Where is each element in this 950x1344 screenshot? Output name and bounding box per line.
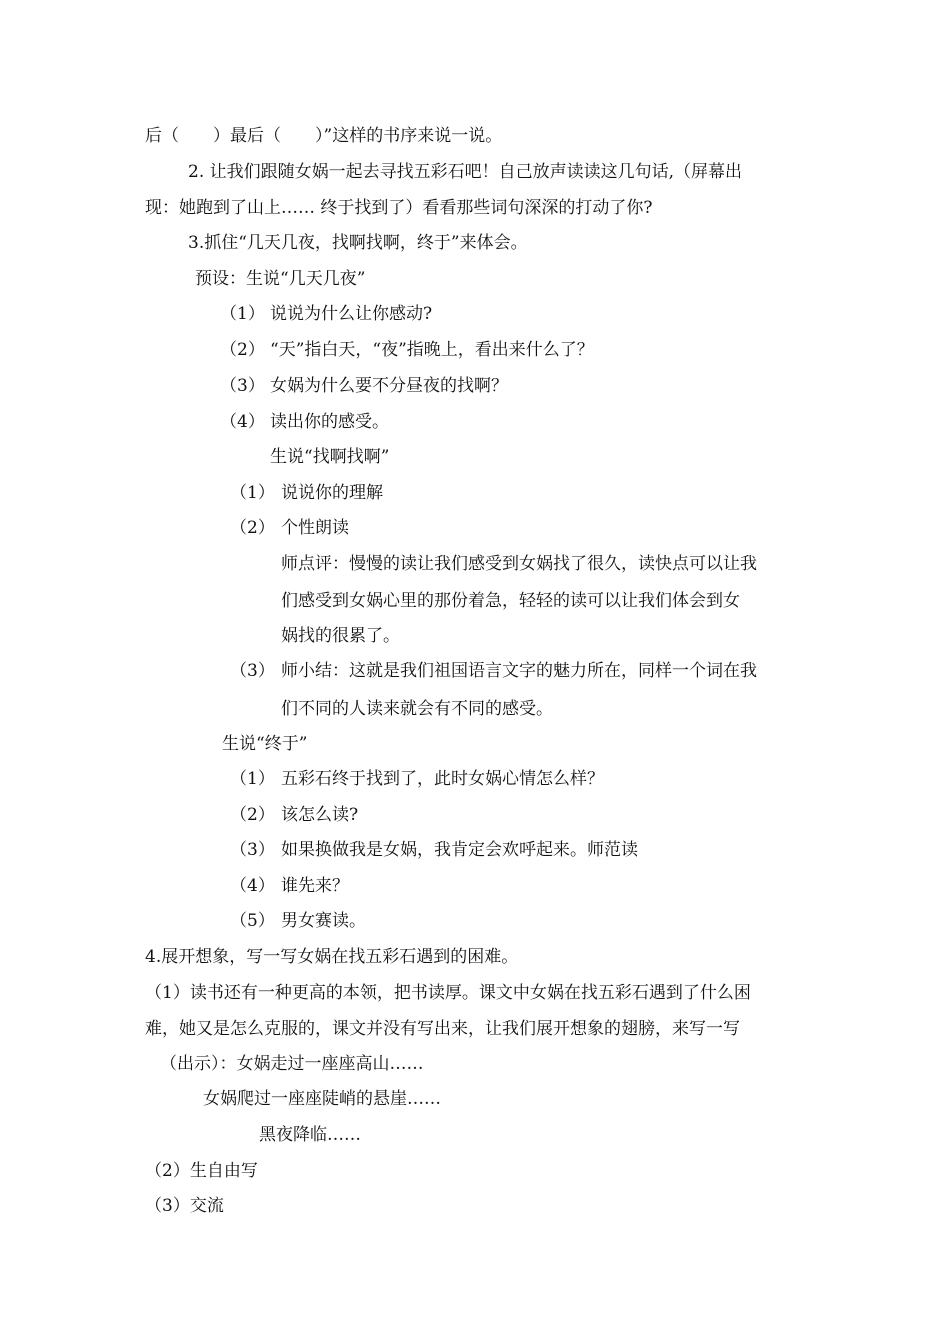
list-marker: （3）	[230, 840, 275, 860]
list-marker: （1）	[230, 483, 275, 503]
list-item-text: 说说为什么让你感动?	[270, 304, 433, 324]
text-line: 黑夜降临……	[259, 1125, 361, 1145]
text-line: （2）生自由写	[145, 1161, 258, 1181]
list-item-text: 五彩石终于找到了，此时女娲心情怎么样？	[281, 769, 604, 789]
list-item	[220, 375, 508, 397]
list-item	[230, 660, 757, 682]
list-item-text: 该怎么读?	[281, 805, 359, 825]
text-line: 后（ ）最后（ ）”这样的书序来说一说。	[145, 126, 503, 146]
text-line: 生说“找啊找啊”	[270, 447, 390, 467]
list-marker: （4）	[230, 876, 275, 896]
text-line: 2. 让我们跟随女娲一起去寻找五彩石吧！自己放声读读这几句话,（屏幕出	[188, 162, 743, 182]
list-item-text: 男女赛读。	[281, 911, 366, 931]
list-item	[230, 839, 638, 861]
list-marker: （3）	[230, 661, 275, 681]
list-marker: （1）	[230, 769, 275, 789]
text-line: 们不同的人读来就会有不同的感受。	[281, 699, 553, 719]
list-item	[230, 517, 349, 539]
list-item-text: 师小结：这就是我们祖国语言文字的魅力所在，同样一个词在我	[281, 661, 757, 681]
text-line: 难，她又是怎么克服的，课文并没有写出来，让我们展开想象的翅膀，来写一写	[145, 1019, 740, 1039]
list-item	[230, 482, 383, 504]
text-line: 现：她跑到了山上…… 终于找到了）看看那些词句深深的打动了你?	[145, 198, 653, 218]
list-item-text: 说说你的理解	[281, 483, 383, 503]
list-item-text: “天”指白天，“夜”指晚上，看出来什么了？	[270, 340, 594, 360]
list-item-text: 如果换做我是女娲，我肯定会欢呼起来。师范读	[281, 840, 638, 860]
list-item	[230, 804, 358, 826]
list-marker: （4）	[220, 412, 265, 432]
list-marker: （2）	[220, 340, 265, 360]
list-item	[230, 910, 366, 932]
list-marker: （3）	[220, 376, 265, 396]
list-item-text: 女娲为什么要不分昼夜的找啊？	[270, 376, 508, 396]
text-line: 师点评：慢慢的读让我们感受到女娲找了很久，读快点可以让我	[281, 554, 757, 574]
list-marker: （2）	[230, 805, 275, 825]
text-line: 预设：生说“几天几夜”	[195, 269, 366, 289]
list-item	[220, 411, 389, 433]
list-item	[220, 339, 594, 361]
list-item-text: 个性朗读	[281, 518, 349, 538]
list-item-text: 读出你的感受。	[270, 412, 389, 432]
list-marker: （5）	[230, 911, 275, 931]
text-line: 们感受到女娲心里的那份着急，轻轻的读可以让我们体会到女	[281, 591, 740, 611]
list-item	[220, 303, 432, 325]
text-line: 3.抓住“几天几夜，找啊找啊，终于”来体会。	[188, 233, 528, 253]
text-line: 娲找的很累了。	[281, 626, 400, 646]
list-marker: （2）	[230, 518, 275, 538]
text-line: （出示）：女娲走过一座座高山……	[160, 1054, 424, 1074]
list-marker: （1）	[220, 304, 265, 324]
text-line: 生说“终于”	[222, 734, 308, 754]
text-line: （1）读书还有一种更高的本领，把书读厚。课文中女娲在找五彩石遇到了什么困	[145, 983, 751, 1003]
list-item	[230, 875, 349, 897]
text-line: （3）交流	[145, 1196, 224, 1216]
list-item-text: 谁先来？	[281, 876, 349, 896]
text-line: 4.展开想象，写一写女娲在找五彩石遇到的困难。	[145, 947, 519, 967]
list-item	[230, 768, 604, 790]
text-line: 女娲爬过一座座陡峭的悬崖……	[203, 1089, 441, 1109]
